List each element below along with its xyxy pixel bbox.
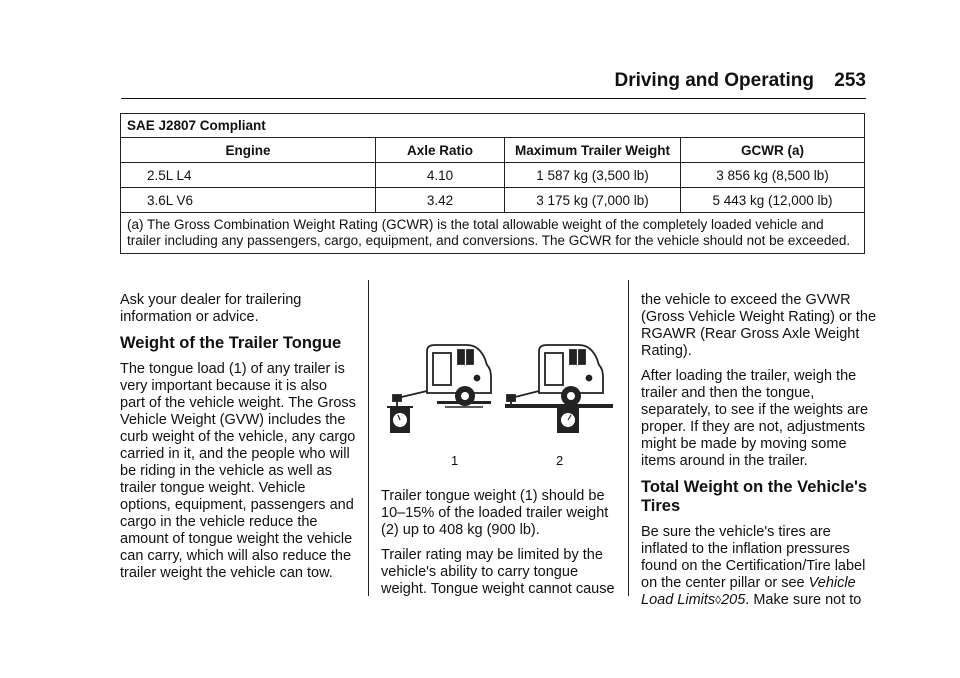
scale-2-platform [505,404,613,408]
page-reference-icon: ◊ [715,593,722,607]
trailer-weighing-illustration [381,333,617,468]
trailer-spec-table [120,113,865,254]
table-row [121,188,865,213]
cell-gcwr: 5 443 kg (12,000 lb) [681,188,865,213]
page-number: 253 [834,70,866,91]
table-caption: SAE J2807 Compliant [121,114,865,138]
cell-axle-ratio: 3.42 [376,188,505,213]
tongue-paragraph: The tongue load (1) of any trailer is very important because it is also part of the vehicle weight. The Gross Vehicle Weight (GVW) includes the curb weight of the vehicle, any cargo carried in it, and the people who will be riding in the vehicle as well as trailer tongue weight. Vehicle options, equipment, passengers and cargo in the vehicle reduce the amount of tongue weight the vehicle can carry, which will also reduce the trailer weight the vehicle can tow. [120,361,356,581]
scale-1-platform [387,406,413,408]
section-title: Driving and Operating [614,70,814,91]
weighing-paragraph: After loading the trailer, weigh the trailer and then the tongue, separately, to see if the weights are proper. If they are not, adjustments might be made by moving some items around in the trailer. [641,368,869,469]
col-header-max-trailer-weight: Maximum Trailer Weight [505,138,681,163]
col-header-engine: Engine [121,138,376,163]
gvwr-paragraph: the vehicle to exceed the GVWR (Gross Vehicle Weight Rating) or the RGAWR (Rear Gross Axle Weight Rating). [641,292,877,359]
cell-max-trailer-weight: 3 175 kg (7,000 lb) [505,188,681,213]
table-footnote: (a) The Gross Combination Weight Rating (GCWR) is the total allowable weight of the completely loaded vehicle and trailer including any passengers, cargo, equipment, and conversions. The GCWR for the vehicle should not be exceeded. [121,213,865,254]
tire-pressure-text-end: . Make sure not to [745,592,862,608]
table-row [121,163,865,188]
column-divider-1 [368,280,369,596]
trailer-2-drawing [507,345,603,406]
heading-trailer-tongue: Weight of the Trailer Tongue [120,334,342,352]
column-2 [381,488,617,606]
figure-label-1: 1 [451,453,459,468]
column-3 [641,292,877,617]
figure-label-2: 2 [556,453,564,468]
tire-pressure-paragraph [641,524,877,609]
heading-total-weight: Total Weight on the Vehicle's Tires [641,478,868,515]
tire-pressure-text: Be sure the vehicle's tires are inflated to the inflation pressures found on the Certification/Tire label on the center pillar or see [641,524,866,591]
cell-gcwr: 3 856 kg (8,500 lb) [681,163,865,188]
column-divider-2 [628,280,629,596]
col-header-gcwr: GCWR (a) [681,138,865,163]
ground-strip-1 [437,401,491,404]
cell-engine: 2.5L L4 [121,163,376,188]
col-header-axle-ratio: Axle Ratio [376,138,505,163]
trailer-rating-paragraph: Trailer rating may be limited by the vehicle's ability to carry tongue weight. Tongue weight cannot cause [381,547,615,597]
intro-paragraph: Ask your dealer for trailering information or advice. [120,292,302,325]
page-reference-number[interactable]: 205 [721,592,746,608]
cell-axle-ratio: 4.10 [376,163,505,188]
tongue-weight-paragraph: Trailer tongue weight (1) should be 10–15% of the loaded trailer weight (2) up to 408 kg (900 lb). [381,488,609,538]
page-header [121,68,866,99]
cell-max-trailer-weight: 1 587 kg (3,500 lb) [505,163,681,188]
column-1 [120,292,356,590]
trailer-1-drawing [393,345,491,406]
cell-engine: 3.6L V6 [121,188,376,213]
vehicle-load-limits-link[interactable]: Vehicle Load Limits [641,575,856,608]
